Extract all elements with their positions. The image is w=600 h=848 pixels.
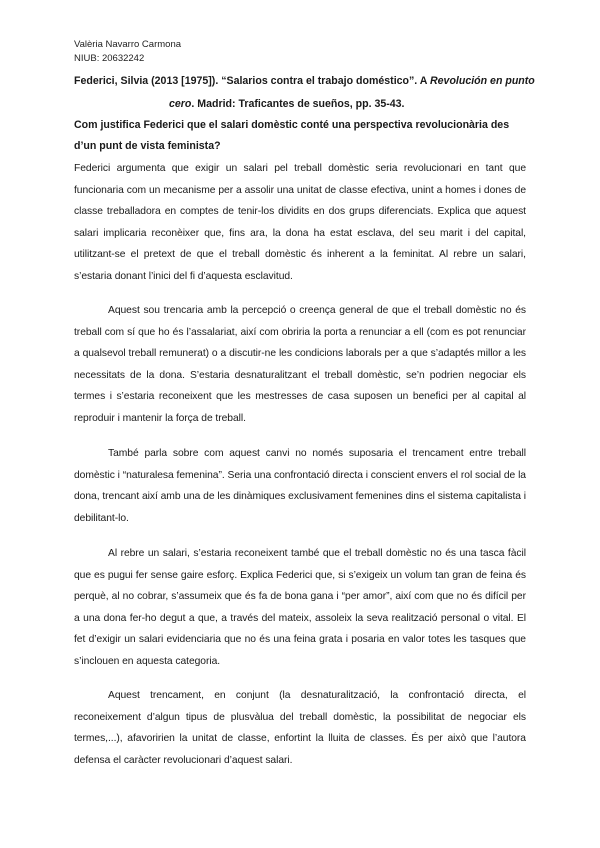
- document-header: [74, 38, 181, 66]
- citation-publisher: . Madrid: Traficantes de sueños, pp. 35-43.: [191, 98, 405, 110]
- book-title-part1: Revolución en punto: [430, 75, 535, 87]
- paragraph: També parla sobre com aquest canvi no només suposaria el trencament entre treball domèstic i “naturalesa femenina”. Seria una confrontació directa i conscient envers el rol social de la dona, trencant així amb una de les dinàmiques exclusivament femenines dins el sistema capitalista i debilitant-lo.: [74, 448, 526, 524]
- paragraph: Aquest trencament, en conjunt (la desnaturalització, la confrontació directa, el reconeixement d’algun tipus de plusvàlua del treball domèstic, la possibilitat de negociar els termes,...), afavoririen la unitat de classe, enfortint la lluita de classes. És per això que l’autora defensa el caràcter revolucionari d’aquest salari.: [74, 690, 526, 766]
- citation-text: Federici, Silvia (2013 [1975]). “Salarios contra el trabajo doméstico”. A: [74, 75, 431, 87]
- paragraph: Aquest sou trencaria amb la percepció o creença general de que el treball domèstic no és treball com sí que ho és l’assalariat, així com obriria la porta a renunciar a ell (com es pot renunciar a qualsevol treball remunerat) o a discutir-ne les condicions laborals per a que s’adaptés millor a les necessitats de la dona. S’estaria desnaturalitzant el treball domèstic, se’n podrien negociar els termes i s’estaria reconeixent que les mestresses de casa suposen un benefici per al capital al reproduir i mantenir la força de treball.: [74, 305, 526, 424]
- bibliographic-citation: [74, 70, 535, 116]
- paragraph: Federici argumenta que exigir un salari pel treball domèstic seria revolucionari en tant que funcionaria com un mecanisme per a assolir una unitat de classe efectiva, unint a homes i dones de classe treballadora en comptes de tenir-los dividits en dos grups diferenciats. Explica que aquest salari implicaria reconèixer que, fins ara, la dona ha estat esclava, del seu marit i del capital, utilitzant-se el pretext de que el treball domèstic és inherent a la feminitat. Al rebre un salari, s’estaria donant l’inici del fi d’aquesta esclavitud.: [74, 163, 526, 282]
- book-title-part2: cero: [169, 98, 192, 110]
- student-id: NIUB: 20632242: [74, 53, 145, 64]
- essay-question: Com justifica Federici que el salari domèstic conté una perspectiva revolucionària des d’un punt de vista feminista?: [74, 119, 510, 152]
- paragraph: Al rebre un salari, s’estaria reconeixent també que el treball domèstic no és una tasca fàcil que es pugui fer sense gaire esforç. Explica Federici que, si s’exigeix un volum tan gran de feina és perquè, al no cobrar, s’assumeix que és fa de bona gana i “per amor”, així com que no és difícil per a una dona fer-ho degut a que, a través del mateix, assoleix la seva realització personal o vital. El fet d’exigir un salari evidenciaria que no és una feina grata i posaria en valor totes les tasques que s’inclouen en aquesta categoria.: [74, 548, 526, 667]
- author-name: Valèria Navarro Carmona: [74, 39, 182, 50]
